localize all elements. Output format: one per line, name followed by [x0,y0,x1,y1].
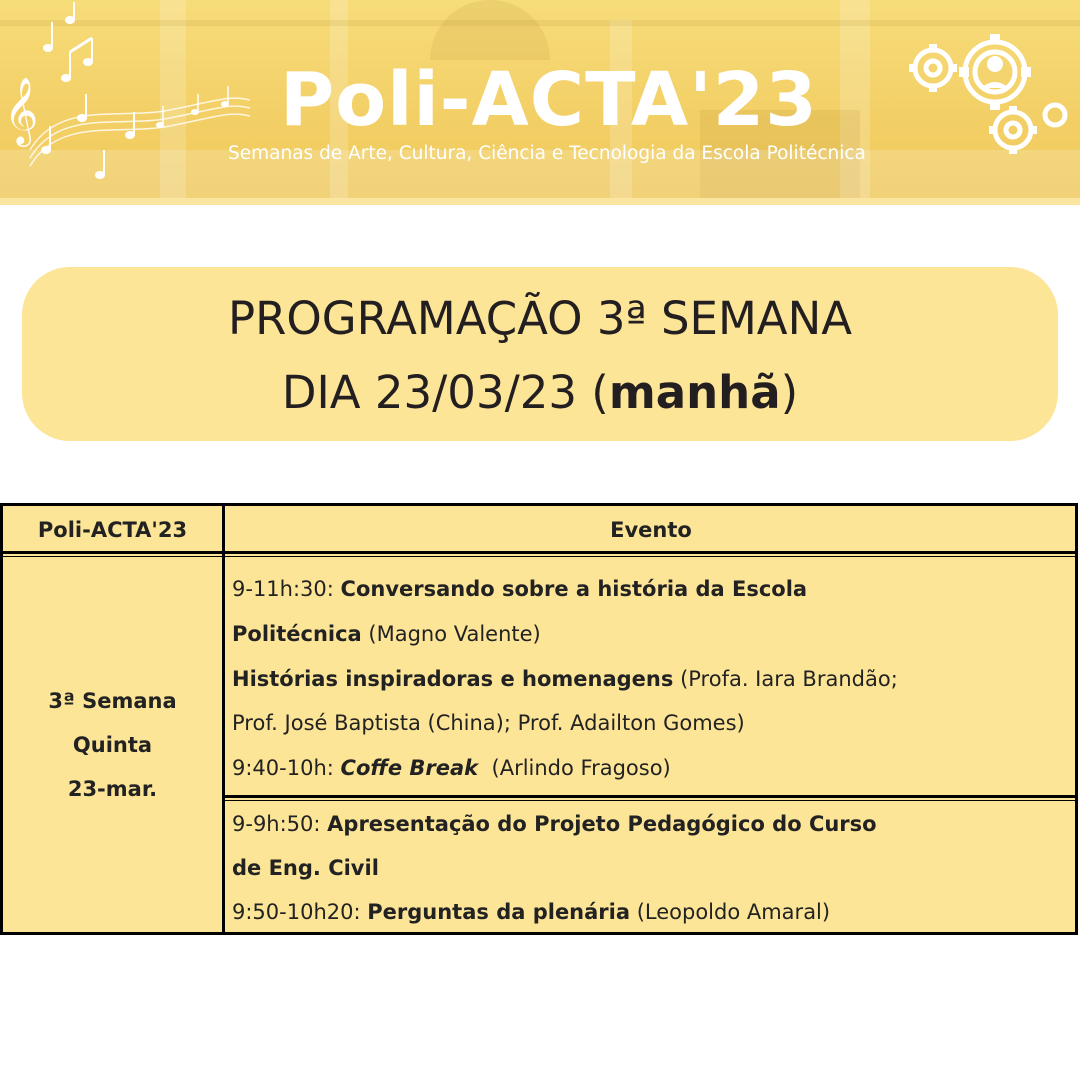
column-header-event: Evento [610,518,692,542]
table-border-right [1075,503,1078,935]
event-title: de Eng. Civil [232,856,379,880]
event-speaker: (Magno Valente) [361,622,541,646]
event-speaker: (Leopoldo Amaral) [630,900,831,924]
event-line [232,746,1072,790]
event-speaker: (Arlindo Fragoso) [478,756,671,780]
event-title: Histórias inspiradoras e homenagens [232,667,674,691]
event-line [232,701,1072,745]
event-time: 9:40-10h: [232,756,341,780]
table-header-divider-inner [0,556,1078,557]
event-time: 9-11h:30: [232,577,341,601]
heading-line-2 [22,363,1058,423]
banner-subtitle: Semanas de Arte, Cultura, Ciência e Tecnologia da Escola Politécnica [228,143,866,164]
event-title: Coffe Break [340,756,479,780]
event-line [232,657,1072,701]
column-header-edition: Poli-ACTA'23 [37,518,188,542]
table-row-divider [222,795,1078,798]
event-title: Apresentação do Projeto Pedagógico do Curso [327,812,877,836]
event-line [232,890,1072,934]
day-date: 23-mar. [67,777,158,801]
table-border-top [0,503,1078,506]
event-speaker: (Profa. Iara Brandão; [673,667,898,691]
day-weekday: Quinta [72,733,153,757]
event-line [232,612,1072,656]
event-speaker: Prof. José Baptista (China); Prof. Adailton Gomes) [232,711,745,735]
heading-period: manhã [608,366,781,419]
event-time: 9:50-10h20: [232,900,368,924]
day-cell [2,679,223,811]
event-title: Politécnica [232,622,362,646]
heading-close: ) [780,366,799,419]
event-line [232,846,1072,890]
music-notes-icon [0,0,260,200]
event-title: Perguntas da plenária [367,900,631,924]
event-line [232,567,1072,611]
table-header-divider [0,551,1078,554]
event-line [232,802,1072,846]
day-week: 3ª Semana [48,689,177,713]
heading-date: DIA 23/03/23 ( [281,366,609,419]
heading-line-1: PROGRAMAÇÃO 3ª SEMANA [227,292,853,345]
header-banner [0,0,1080,203]
table-row-divider-inner [222,800,1078,801]
event-title: Conversando sobre a história da Escola [340,577,808,601]
banner-divider [0,198,1080,205]
svg-text:𝄞: 𝄞 [4,76,39,144]
gears-icon [905,30,1075,160]
event-time: 9-9h:50: [232,812,328,836]
banner-title: Poli-ACTA'23 [280,57,818,143]
